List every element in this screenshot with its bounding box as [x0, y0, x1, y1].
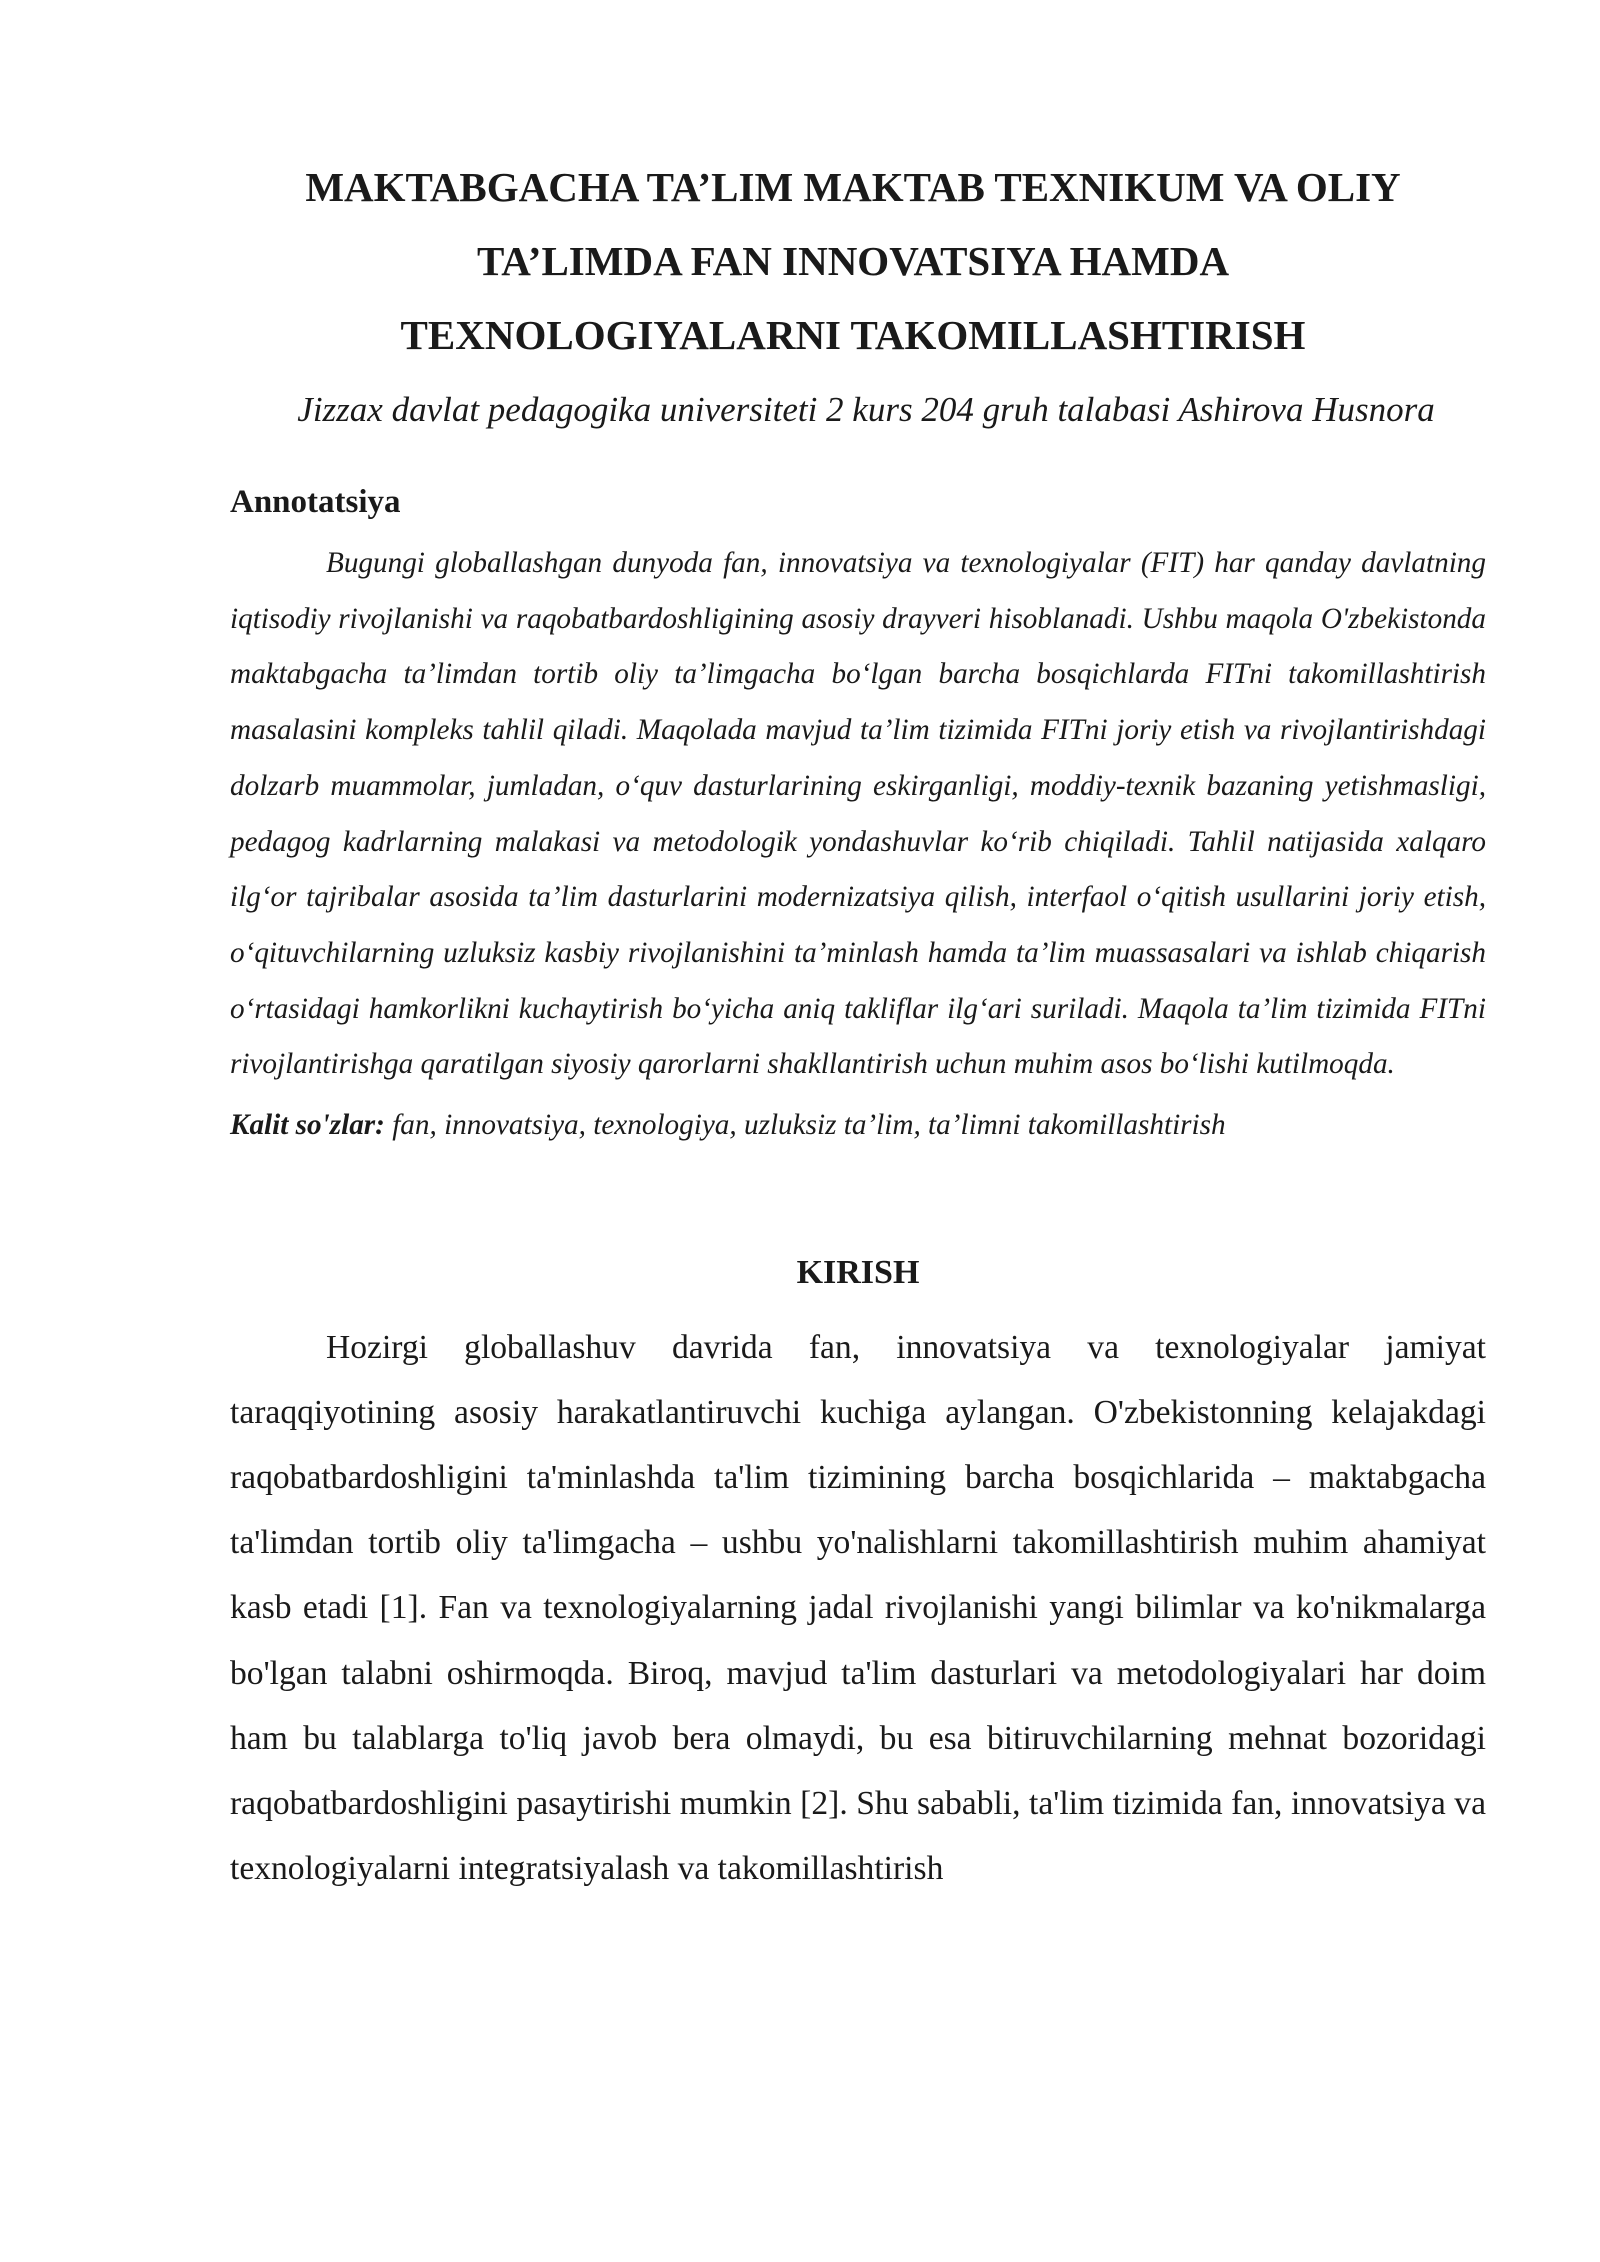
author-affiliation: Jizzax davlat pedagogika universiteti 2 kurs 204 gruh talabasi Ashirova Husnora — [297, 390, 1435, 429]
abstract-paragraph: Bugungi globallashgan dunyoda fan, innovatsiya va texnologiyalar (FIT) har qanday davlatning iqtisodiy rivojlanishi va raqobatbardoshligining asosiy drayveri hisoblanadi. Ushbu maqola O'zbekistonda maktabgacha ta’limdan tortib oliy ta’limgacha bo‘lgan barcha bosqichlarda FITni takomillashtirish masalasini kompleks tahlil qiladi. Maqolada mavjud ta’lim tizimida FITni joriy etish va rivojlantirishdagi dolzarb muammolar, jumladan, o‘quv dasturlarining eskirganligi, moddiy-texnik bazaning yetishmasligi, pedagog kadrlarning malakasi va metodologik yondashuvlar ko‘rib chiqiladi. Tahlil natijasida xalqaro ilg‘or tajribalar asosida ta’lim dasturlarini modernizatsiya qilish, interfaol o‘qitish usullarini joriy etish, o‘qituvchilarning uzluksiz kasbiy rivojlanishini ta’minlash hamda ta’lim muassasalari va ishlab chiqarish o‘rtasidagi hamkorlikni kuchaytirish bo‘yicha aniq takliflar ilg‘ari suriladi. Maqola ta’lim tizimida FITni rivojlantirishga qaratilgan siyosiy qarorlarni shakllantirish uchun muhim asos bo‘lishi kutilmoqda. — [230, 547, 1486, 1081]
document-page — [230, 150, 1486, 1901]
keywords-label: Kalit so'zlar: — [230, 1109, 385, 1142]
abstract-heading: Annotatsiya — [230, 484, 401, 520]
document-title: MAKTABGACHA TA’LIM MAKTAB TEXNIKUM VA OLIY TA’LIMDA FAN INNOVATSIYA HAMDA TEXNOLOGIYALARNI TAKOMILLASHTIRISH — [305, 164, 1401, 358]
keywords-line — [230, 1105, 1486, 1145]
introduction-heading: KIRISH — [796, 1254, 920, 1292]
keywords-text: fan, innovatsiya, texnologiya, uzluksiz ta’lim, ta’limni takomillashtirish — [384, 1109, 1226, 1142]
introduction-paragraph: Hozirgi globallashuv davrida fan, innovatsiya va texnologiyalar jamiyat taraqqiyotining asosiy harakatlantiruvchi kuchiga aylangan. O'zbekistonning kelajakdagi raqobatbardoshligini ta'minlashda ta'lim tizimining barcha bosqichlarida – maktabgacha ta'limdan tortib oliy ta'limgacha – ushbu yo'nalishlarni takomillashtirish muhim ahamiyat kasb etadi [1]. Fan va texnologiyalarning jadal rivojlanishi yangi bilimlar va ko'nikmalarga bo'lgan talabni oshirmoqda. Biroq, mavjud ta'lim dasturlari va metodologiyalari har doim ham bu talablarga to'liq javob bera olmaydi, bu esa bitiruvchilarning mehnat bozoridagi raqobatbardoshligini pasaytirishi mumkin [2]. Shu sababli, ta'lim tizimida fan, innovatsiya va texnologiyalarni integratsiyalash va takomillashtirish — [230, 1329, 1486, 1887]
